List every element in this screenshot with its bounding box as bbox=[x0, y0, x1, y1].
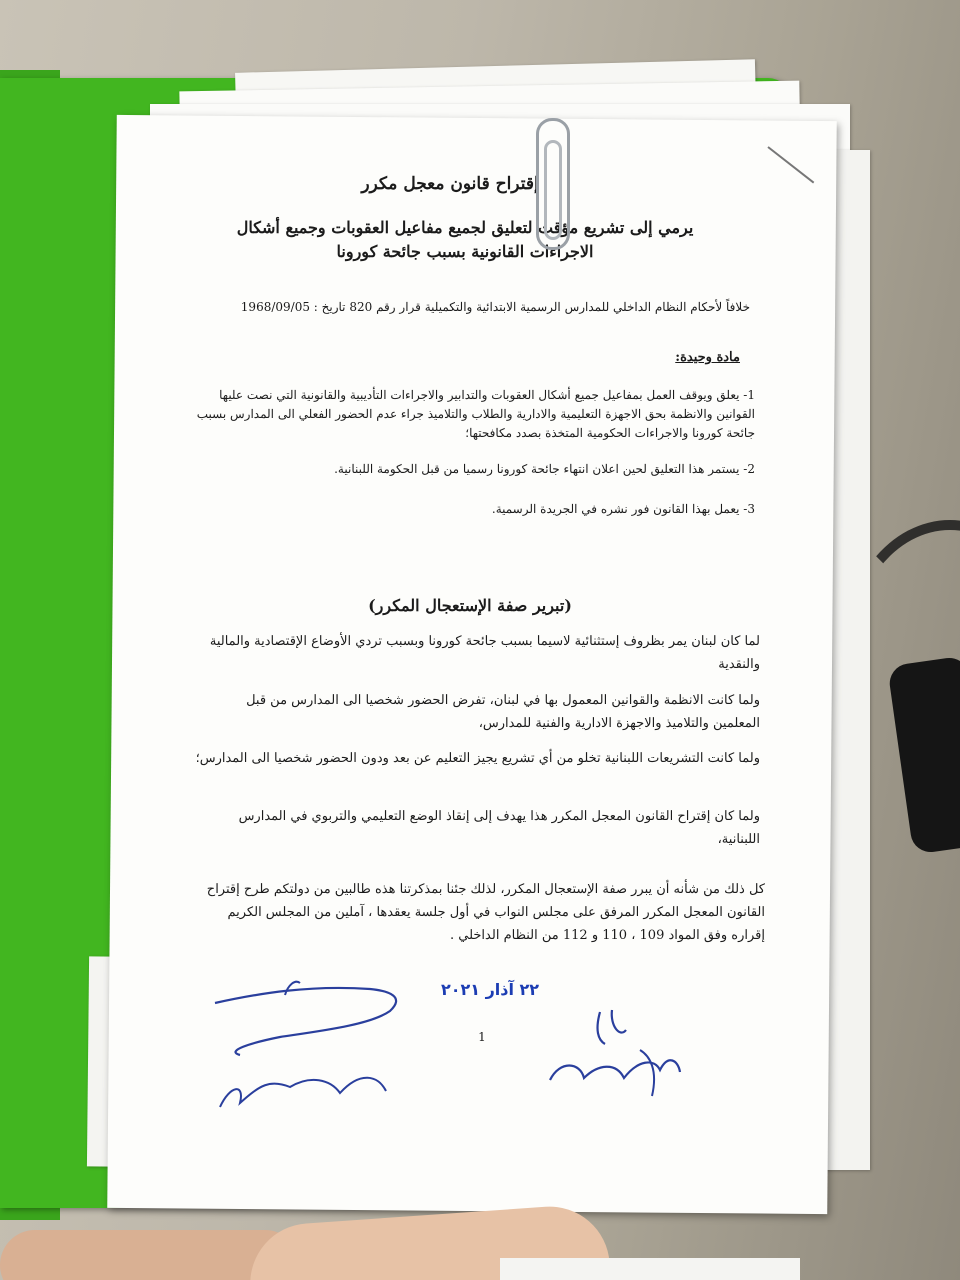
handwritten-date: ٢٢ آذار ٢٠٢١ bbox=[440, 980, 540, 999]
justification-paragraph-1: لما كان لبنان يمر بظروف إستثنائية لاسيما بسبب جائحة كورونا وبسبب تردي الأوضاع الإقتصادية والمالية والنقدية bbox=[209, 634, 760, 672]
article-item-3: 3- يعمل بهذا القانون فور نشره في الجريدة الرسمية. bbox=[491, 502, 755, 516]
article-item-2: 2- يستمر هذا التعليق لحين اعلان انتهاء جائحة كورونا رسميا من قبل الحكومة اللبنانية. bbox=[334, 462, 755, 476]
page-number: 1 bbox=[478, 1030, 486, 1044]
justification-paragraph-4: ولما كان إقتراح القانون المعجل المكرر هذا يهدف إلى إنقاذ الوضع التعليمي والتربوي في المدارس اللبنانية، bbox=[238, 809, 760, 847]
document-subtitle: يرمي إلى تشريع مؤقت لتعليق لجميع مفاعيل العقوبات وجميع أشكال الاجراءات القانونية بسبب جائحة كورونا bbox=[236, 218, 694, 261]
justification-paragraph-3: ولما كانت التشريعات اللبنانية تخلو من أي تشريع يجيز التعليم عن بعد ودون الحضور شخصيا الى المدارس؛ bbox=[195, 751, 760, 766]
article-item-1: 1- يعلق ويوقف العمل بمفاعيل جميع أشكال العقوبات والتدابير والاجراءات التأديبية والقانونية التي نصت عليها القوانين والانظمة بحق الاجهزة التعليمية والادارية والطلاب والتلاميذ جراء عدم الحضور الفعلي الى المدارس بسبب جائحة كورونا والاجراءات الحكومية المتخذة بصدد مكافحتها؛ bbox=[196, 388, 755, 440]
article-heading: مادة وحيدة: bbox=[675, 350, 740, 365]
signature-right bbox=[540, 1000, 690, 1110]
conclusion-paragraph: كل ذلك من شأنه أن يبرر صفة الإستعجال المكرر، لذلك جئنا بمذكرتنا هذه طالبين من دولتكم طرح إقتراح القانون المعجل المكرر المرفق على مجلس النواب في أول جلسة يعقدها ، آملين من المجلس الكريم إقراره وفق المواد 109 ، 110 و 112 من النظام الداخلي . bbox=[206, 882, 765, 943]
justification-paragraph-2: ولما كانت الانظمة والقوانين المعمول بها في لبنان، تفرض الحضور شخصيا الى المدارس من قبل المعلمين والتلاميذ والاجهزة الادارية والفنية للمدارس، bbox=[246, 693, 760, 731]
white-card bbox=[500, 1258, 800, 1280]
signature-left bbox=[200, 975, 420, 1125]
document-title: إقتراح قانون معجل مكرر bbox=[361, 174, 539, 194]
document-intro: خلافاً لأحكام النظام الداخلي للمدارس الرسمية الابتدائية والتكميلية قرار رقم 820 تاريخ : 1968/09/05 bbox=[240, 300, 750, 314]
justification-title: (تبرير صفة الإستعجال المكرر) bbox=[368, 596, 572, 615]
paper-clip-inner bbox=[544, 140, 562, 240]
